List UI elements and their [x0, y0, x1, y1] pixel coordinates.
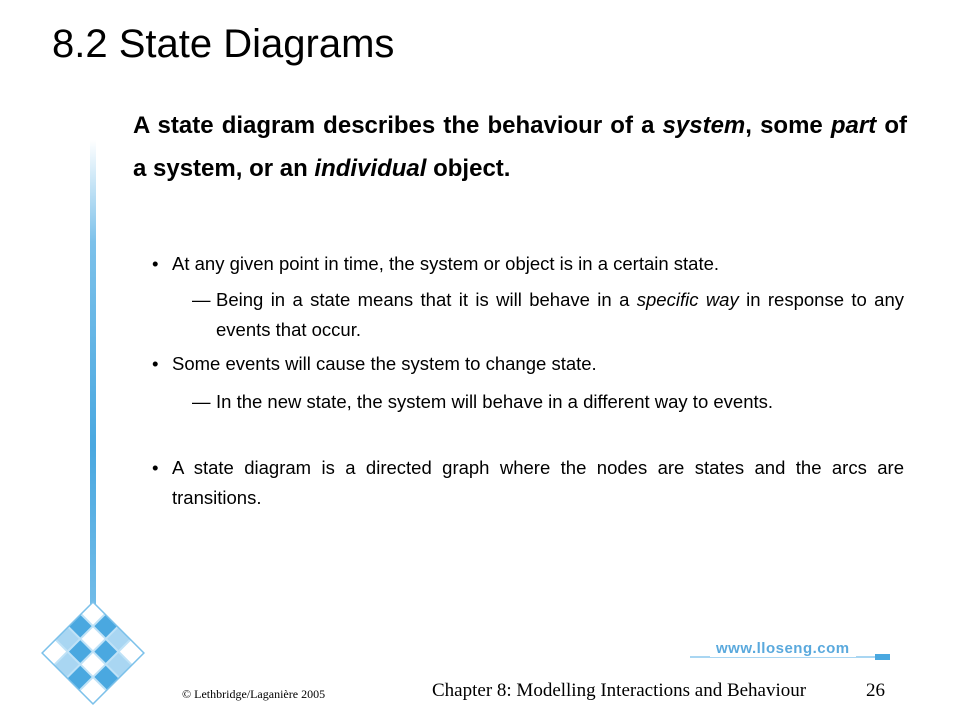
bullet-marker: •	[152, 253, 159, 274]
sub-bullet-marker: —	[192, 391, 211, 412]
intro-paragraph	[133, 104, 907, 190]
slide-title: 8.2 State Diagrams	[52, 22, 395, 66]
bullet-text: Some events will cause the system to change state.	[172, 353, 597, 374]
intro-emphasis-system: system	[662, 112, 746, 139]
bullet-text: A state diagram is a directed graph where the nodes are states and the arcs are transitions.	[172, 457, 904, 508]
sub-bullet-text	[216, 285, 904, 345]
intro-text-4: object.	[426, 155, 511, 182]
accent-vertical-bar	[90, 140, 96, 650]
diamond-tile-logo-icon	[38, 598, 148, 708]
chapter-footer: Chapter 8: Modelling Interactions and Behaviour	[432, 680, 807, 701]
website-url: www.lloseng.com	[710, 640, 856, 657]
bullet-marker: •	[152, 353, 159, 374]
bullet-item	[152, 249, 904, 279]
sub-bullet-marker: —	[192, 289, 211, 310]
bullet-item	[152, 453, 904, 513]
sub-bullet-emphasis: specific way	[636, 289, 739, 310]
sub-bullet-item	[192, 387, 904, 417]
sub-bullet-text: In the new state, the system will behave in a different way to events.	[216, 391, 774, 412]
sub-bullet-text-before: Being in a state means that it is will behave in a	[216, 289, 637, 310]
bullet-marker: •	[152, 457, 159, 478]
bullet-text: At any given point in time, the system or object is in a certain state.	[172, 253, 720, 274]
sub-bullet-item	[192, 285, 904, 345]
intro-text-3: of a system, or an	[133, 112, 908, 182]
copyright-text: © Lethbridge/Laganière 2005	[182, 687, 326, 701]
intro-text-1: A state diagram describes the behaviour of a	[133, 112, 663, 139]
intro-emphasis-individual: individual	[314, 155, 427, 182]
intro-text-2: , some	[745, 112, 831, 139]
page-number: 26	[866, 680, 885, 701]
intro-emphasis-part: part	[830, 112, 877, 139]
bullet-item	[152, 349, 904, 379]
sub-bullet-text-after: in response to any events that occur.	[216, 289, 904, 340]
